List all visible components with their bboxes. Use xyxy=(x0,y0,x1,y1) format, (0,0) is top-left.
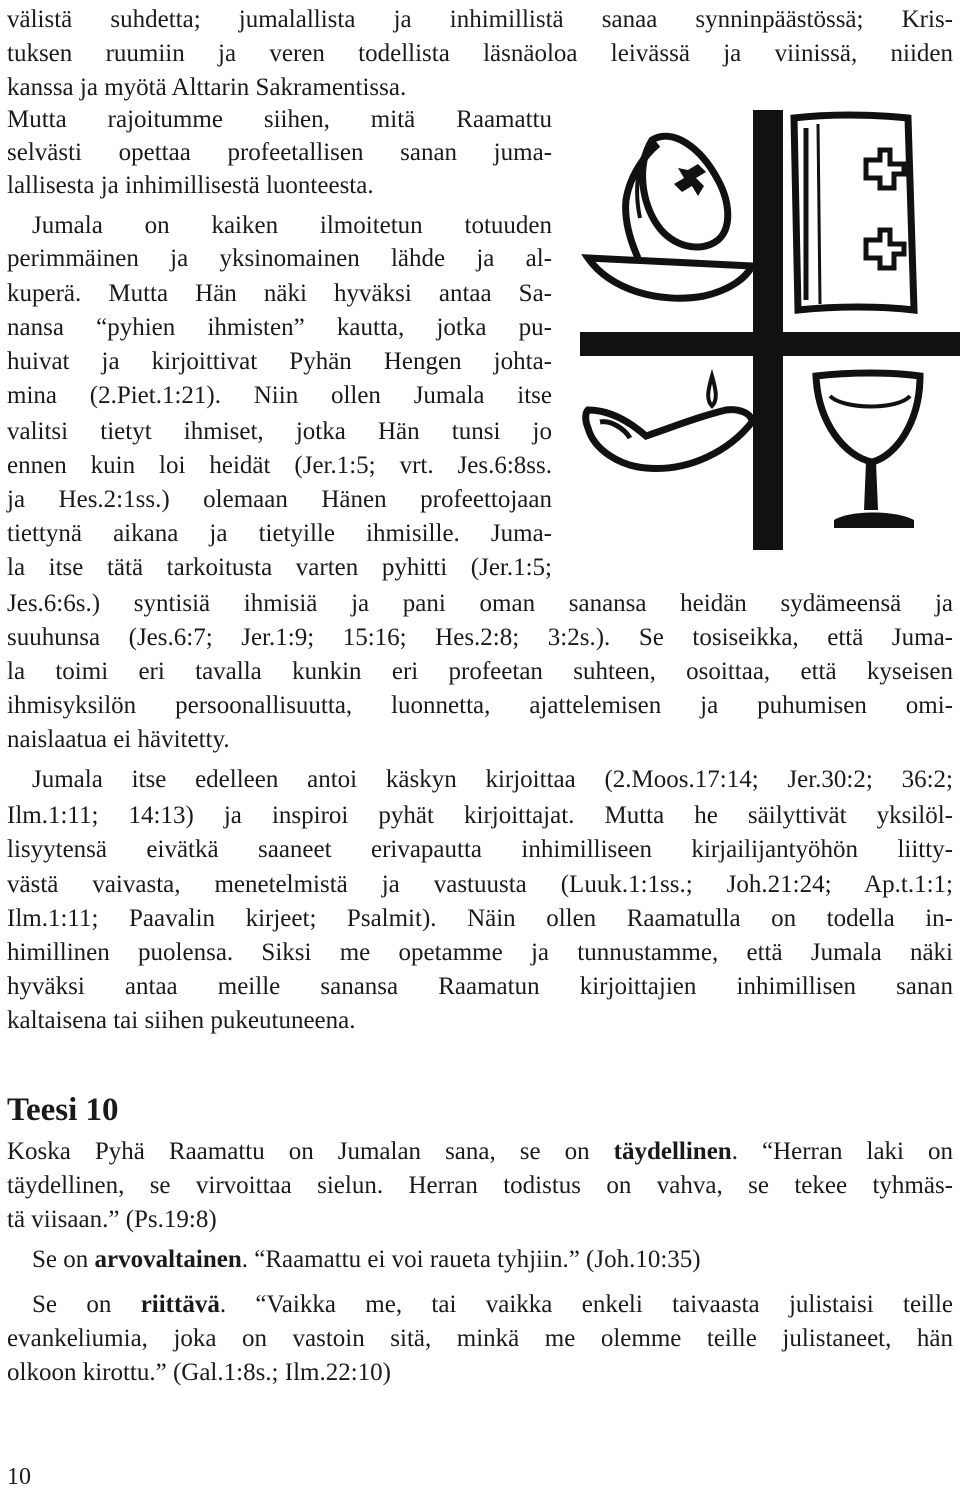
text-line: Ilm.1:11; 14:13) ja inspiroi pyhät kirjoittajat. Mutta he säilyttivät yksilöl- xyxy=(7,802,953,829)
text-line: naislaatua ei hävitetty. xyxy=(7,726,230,753)
text-line: Ilm.1:11; Paavalin kirjeet; Psalmit). Näin ollen Raamatulla on todella in- xyxy=(7,905,953,932)
text-line: ja Hes.2:1ss.) olemaan Hänen profeettojaan xyxy=(7,486,552,513)
text-line: suuhunsa (Jes.6:7; Jer.1:9; 15:16; Hes.2:8; 3:2s.). Se tosiseikka, että Juma- xyxy=(7,624,953,651)
text-line: ennen kuin loi heidät (Jer.1:5; vrt. Jes.6:8ss. xyxy=(7,452,552,479)
text-line: kanssa ja myötä Alttarin Sakramentissa. xyxy=(7,74,407,101)
thesis-line: Koska Pyhä Raamattu on Jumalan sana, se on täydellinen. “Herran laki on xyxy=(7,1138,954,1165)
page-number: 10 xyxy=(7,1464,31,1490)
text-line: selvästi opettaa profeetallisen sanan juma- xyxy=(7,139,552,166)
text-line: lisyytensä eivätkä saaneet erivapautta inhimilliseen kirjailijantyöhön liitty- xyxy=(7,836,953,863)
emphasis: arvovaltainen xyxy=(94,1246,242,1273)
bible-book-icon xyxy=(794,115,914,310)
text-line: Mutta rajoitumme siihen, mitä Raamattu xyxy=(7,106,552,133)
text-line: la toimi eri tavalla kunkin eri profeetan suhteen, osoittaa, että kyseisen xyxy=(7,658,953,685)
text-line: mina (2.Piet.1:21). Niin ollen Jumala itse xyxy=(7,382,552,409)
thesis-line: evankeliumia, joka on vastoin sitä, minkä me olemme teille julistaneet, hän xyxy=(7,1325,953,1352)
text-line: Jes.6:6s.) syntisiä ihmisiä ja pani oman sanansa heidän sydämeensä ja xyxy=(7,590,953,617)
text-line: västä vaivasta, menetelmistä ja vastuusta (Luuk.1:1ss.; Joh.21:24; Ap.t.1:1; xyxy=(7,871,953,898)
thesis-line: olkoon kirottu.” (Gal.1:8s.; Ilm.22:10) xyxy=(7,1359,391,1386)
text-line: Jumala on kaiken ilmoitetun totuuden xyxy=(32,212,552,239)
text-line: Jumala itse edelleen antoi käskyn kirjoittaa (2.Moos.17:14; Jer.30:2; 36:2; xyxy=(32,766,953,793)
text-line: kaltaisena tai siihen pukeutuneena. xyxy=(7,1007,356,1034)
emphasis: riittävä xyxy=(140,1291,220,1318)
sacraments-illustration xyxy=(580,110,960,550)
text-line: hyväksi antaa meille sanansa Raamatun kirjoittajien inhimillisen sanan xyxy=(7,973,953,1000)
thesis-line: täydellinen, se virvoittaa sielun. Herran todistus on vahva, se tekee tyhmäs- xyxy=(7,1172,953,1199)
text-line: perimmäinen ja yksinomainen lähde ja al- xyxy=(7,245,552,272)
text-line: nansa “pyhien ihmisten” kautta, jotka pu- xyxy=(7,314,552,341)
text-line: la itse tätä tarkoitusta varten pyhitti (Jer.1:5; xyxy=(7,554,552,581)
thesis-line: Se on riittävä. “Vaikka me, tai vaikka enkeli taivaasta julistaisi teille xyxy=(32,1291,953,1318)
thesis-line: tä viisaan.” (Ps.19:8) xyxy=(7,1206,217,1233)
text-line: tuksen ruumiin ja veren todellista läsnäoloa leivässä ja viinissä, niiden xyxy=(7,40,953,67)
text-line: kuperä. Mutta Hän näki hyväksi antaa Sa- xyxy=(7,280,552,307)
text-line: huivat ja kirjoittivat Pyhän Hengen johta- xyxy=(7,348,552,375)
text-line: tiettynä aikana ja tietyille ihmisille. Juma- xyxy=(7,520,552,547)
thesis-line: Se on arvovaltainen. “Raamattu ei voi raueta tyhjiin.” (Joh.10:35) xyxy=(32,1246,701,1273)
emphasis: täydellinen xyxy=(613,1138,732,1165)
baptism-shell-icon xyxy=(588,136,752,298)
chalice-icon xyxy=(816,373,920,528)
text-line: ihmisyksilön persoonallisuutta, luonnetta, ajattelemisen ja puhumisen omi- xyxy=(7,692,953,719)
text-line: välistä suhdetta; jumalallista ja inhimillistä sanaa synninpäästössä; Kris- xyxy=(7,6,953,33)
section-heading: Teesi 10 xyxy=(7,1092,119,1128)
text-line: himillinen puolensa. Siksi me opetamme ja tunnustamme, että Jumala näki xyxy=(7,939,953,966)
text-line: lallisesta ja inhimillisestä luonteesta. xyxy=(7,172,374,199)
text-line: valitsi tietyt ihmiset, jotka Hän tunsi jo xyxy=(7,418,552,445)
oil-lamp-icon xyxy=(586,376,752,468)
